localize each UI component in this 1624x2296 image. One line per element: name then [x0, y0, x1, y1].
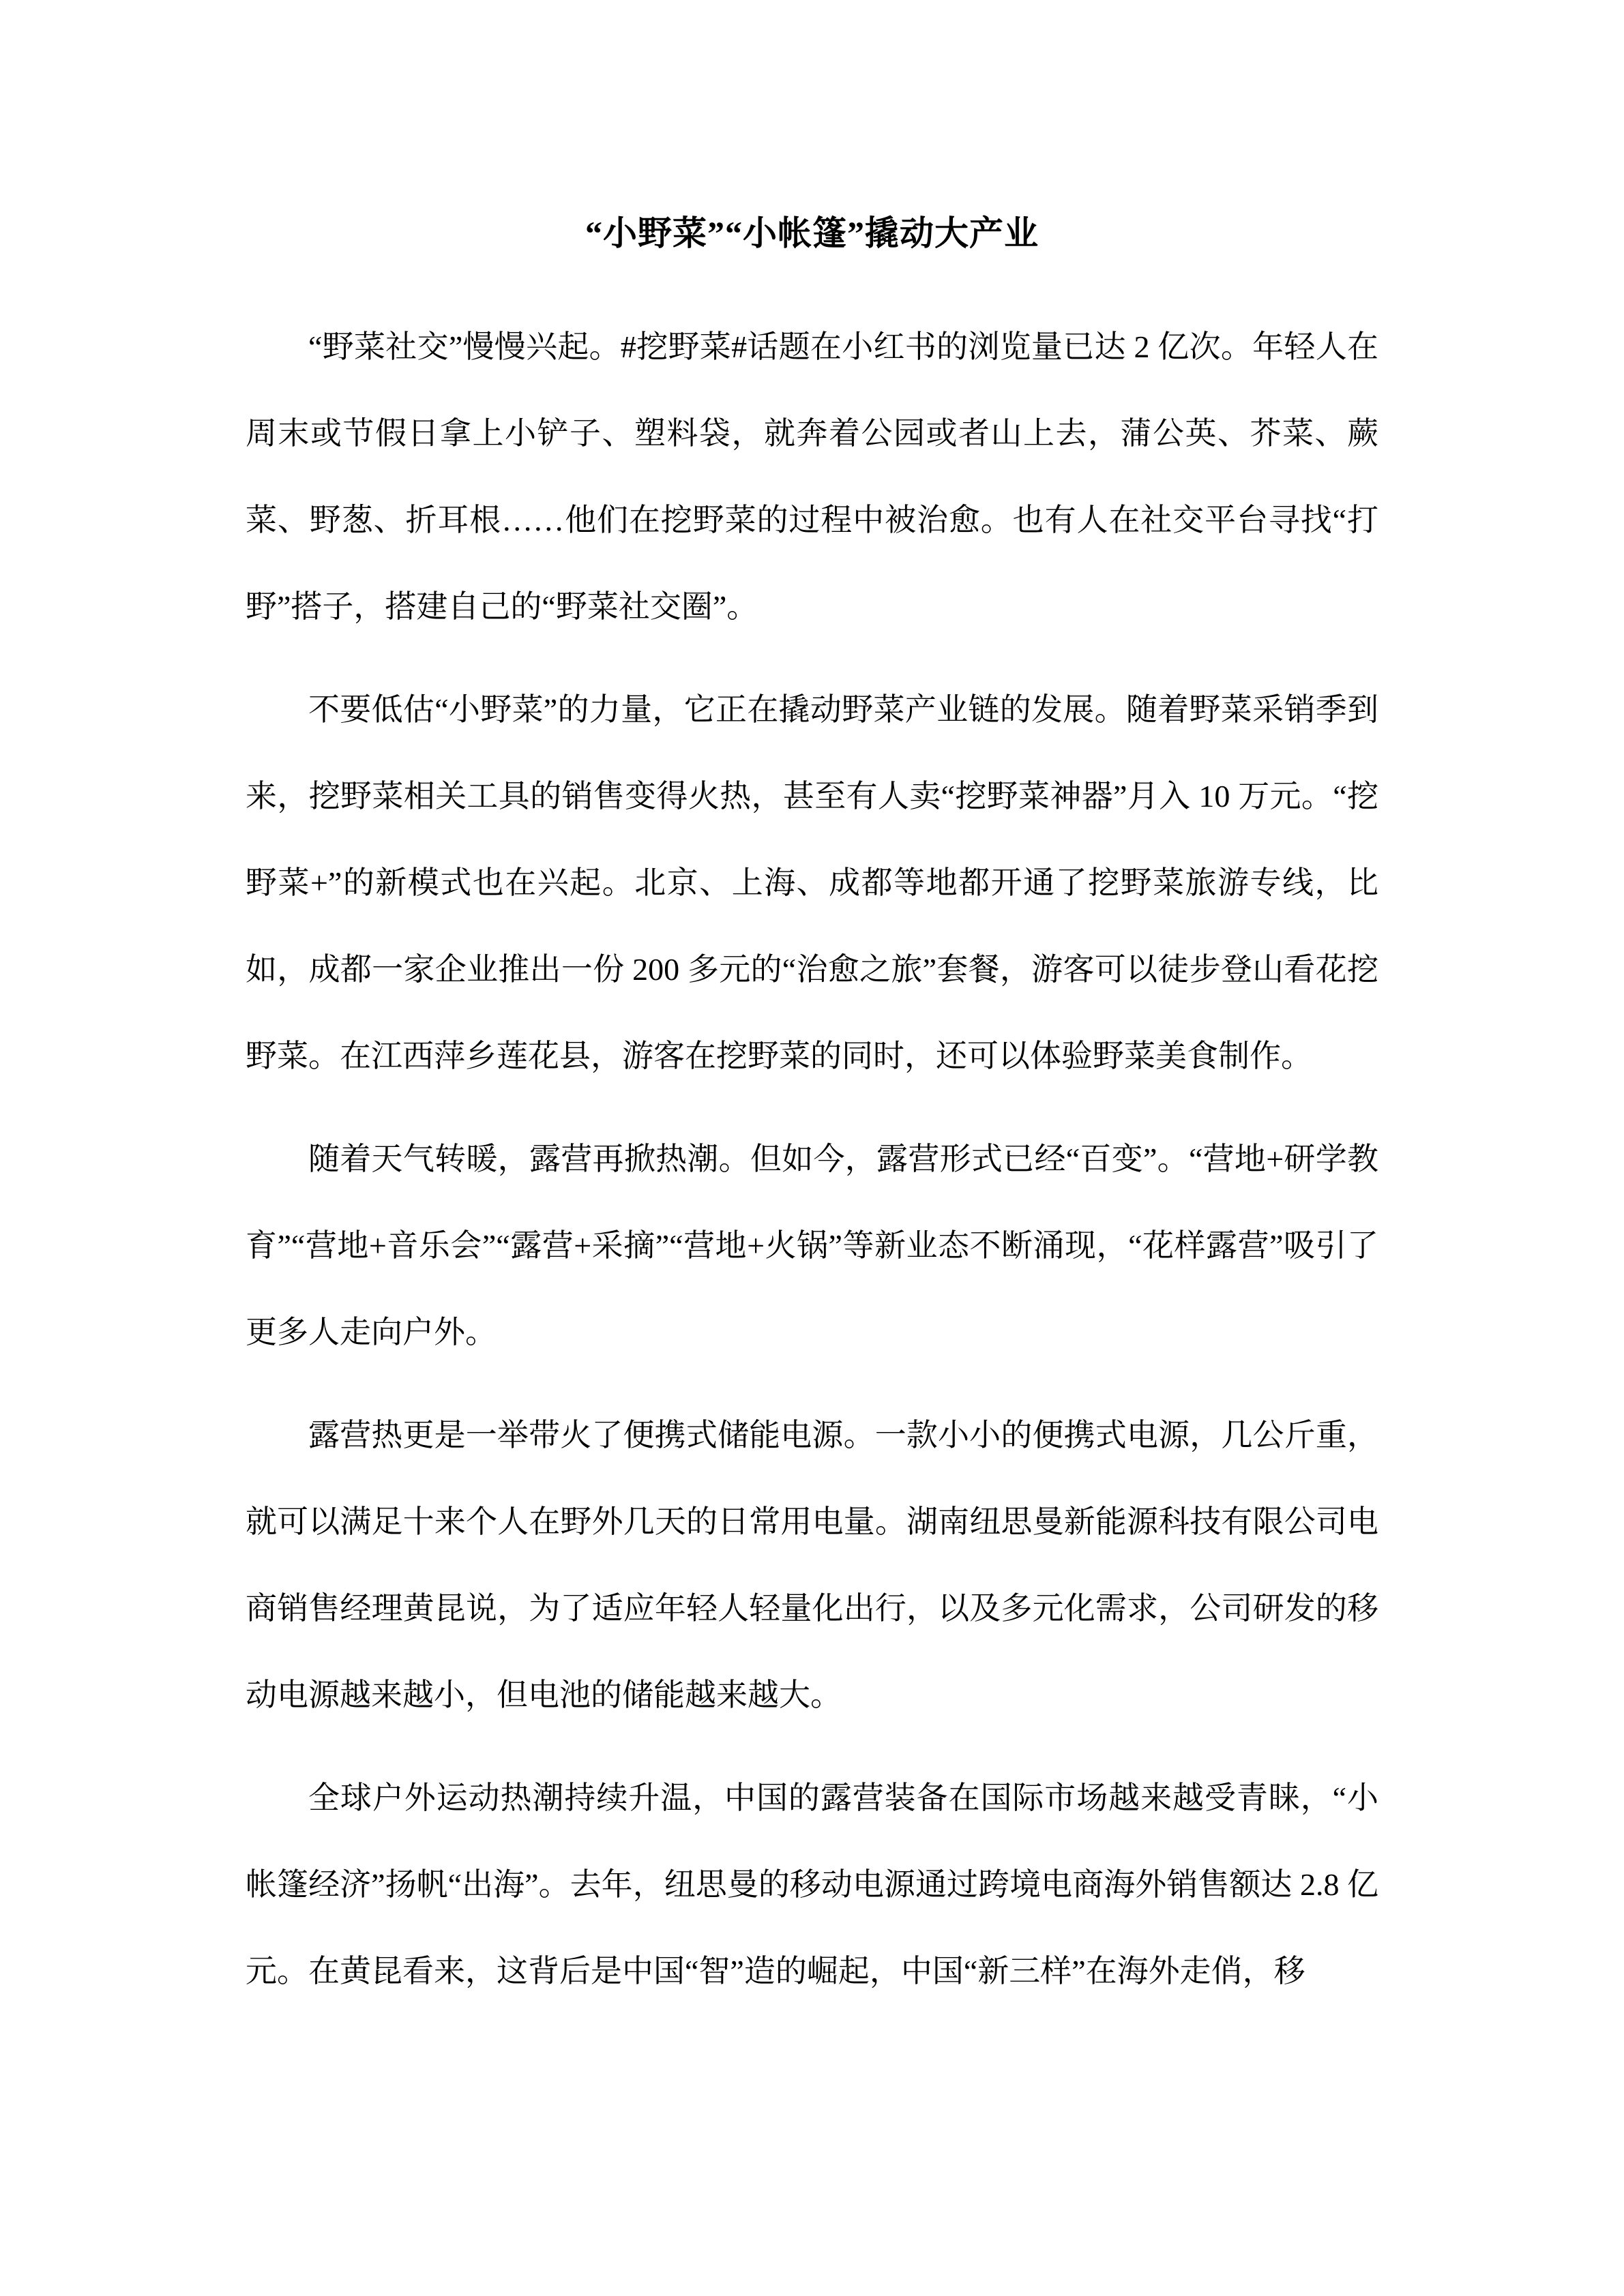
- document-body: [246, 303, 1378, 2014]
- paragraph-4: 露营热更是一举带火了便携式储能电源。一款小小的便携式电源，几公斤重，就可以满足十来个人在野外几天的日常用电量。湖南纽思曼新能源科技有限公司电商销售经理黄昆说，为了适应年轻人轻量化出行，以及多元化需求，公司研发的移动电源越来越小，但电池的储能越来越大。: [246, 1418, 1378, 1712]
- document-title: “小野菜”“小帐篷”撬动大产业: [585, 214, 1039, 252]
- paragraph-5: 全球户外运动热潮持续升温，中国的露营装备在国际市场越来越受青睐，“小帐篷经济”扬帆“出海”。去年，纽思曼的移动电源通过跨境电商海外销售额达 2.8 亿元。在黄昆看来，这背后是中国“智”造的崛起，中国“新三样”在海外走俏，移: [246, 1780, 1378, 1988]
- paragraph-2: 不要低估“小野菜”的力量，它正在撬动野菜产业链的发展。随着野菜采销季到来，挖野菜相关工具的销售变得火热，甚至有人卖“挖野菜神器”月入 10 万元。“挖野菜+”的新模式也在兴起。北京、上海、成都等地都开通了挖野菜旅游专线，比如，成都一家企业推出一份 200 多元的“治愈之旅”套餐，游客可以徒步登山看花挖野菜。在江西萍乡莲花县，游客在挖野菜的同时，还可以体验野菜美食制作。: [246, 692, 1378, 1073]
- paragraph-3: 随着天气转暖，露营再掀热潮。但如今，露营形式已经“百变”。“营地+研学教育”“营地+音乐会”“露营+采摘”“营地+火锅”等新业态不断涌现，“花样露营”吸引了更多人走向户外。: [246, 1142, 1378, 1350]
- paragraph-1: “野菜社交”慢慢兴起。#挖野菜#话题在小红书的浏览量已达 2 亿次。年轻人在周末或节假日拿上小铲子、塑料袋，就奔着公园或者山上去，蒲公英、芥菜、蕨菜、野葱、折耳根……他们在挖野菜的过程中被治愈。也有人在社交平台寻找“打野”搭子，搭建自己的“野菜社交圈”。: [246, 329, 1378, 624]
